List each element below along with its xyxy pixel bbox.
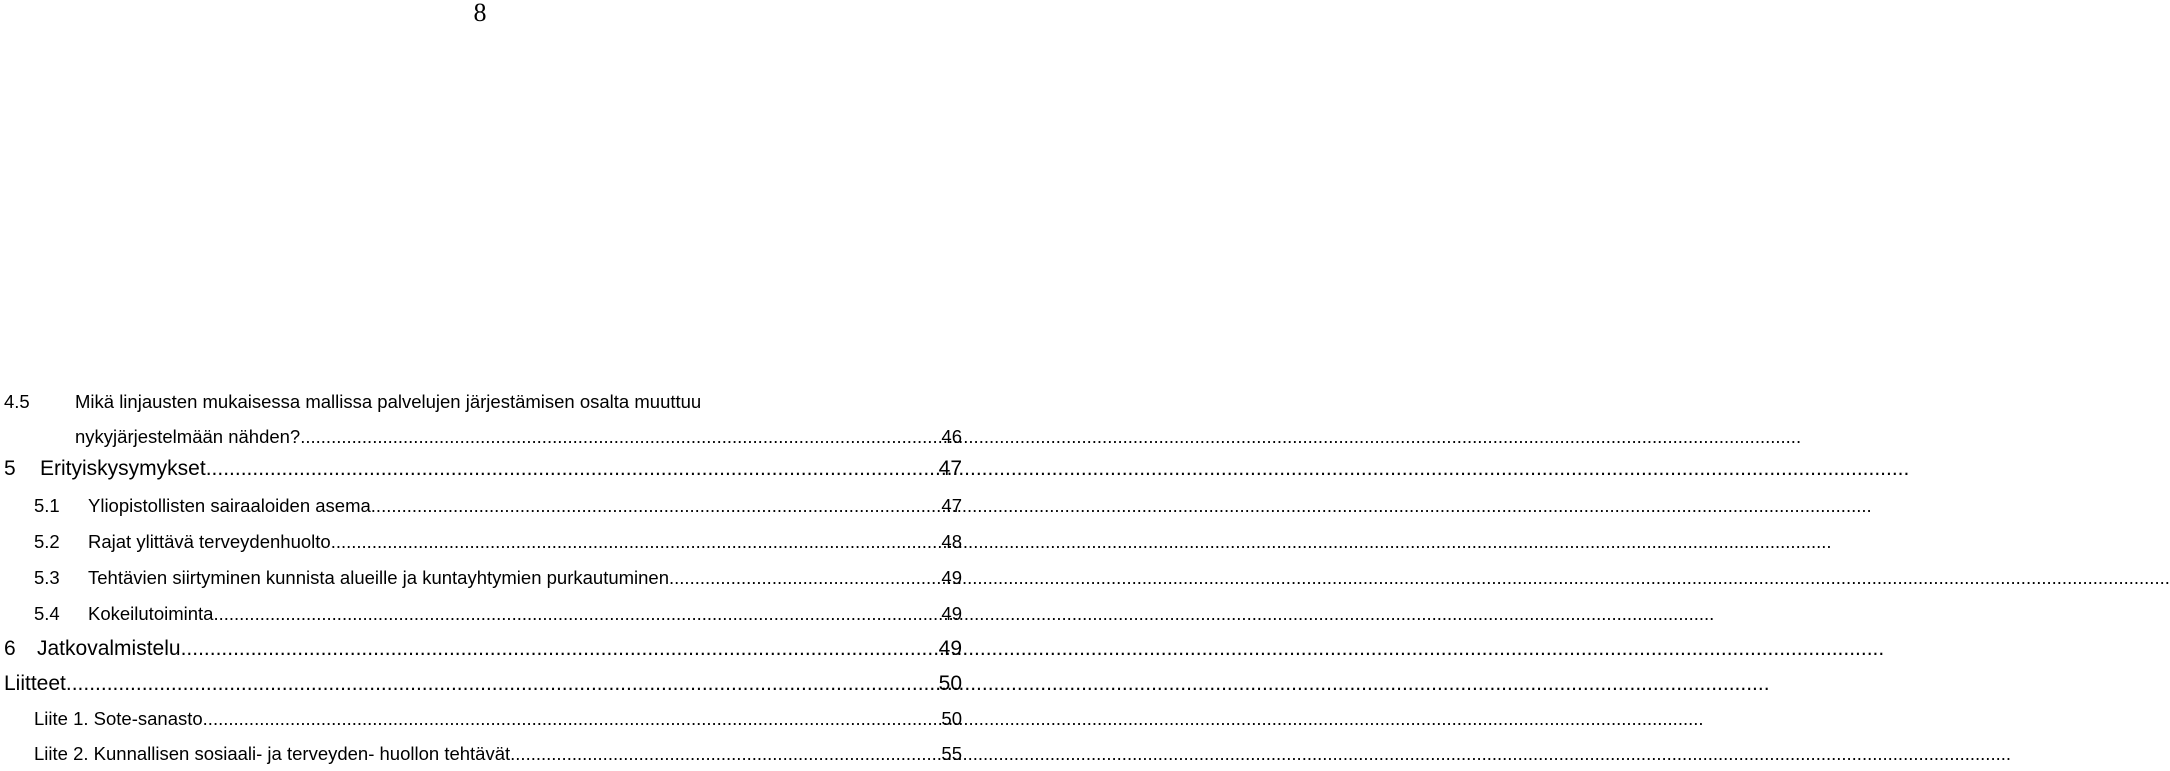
toc-entry-title: Liite 2. Kunnallisen sosiaali- ja terveyden- huollon tehtävät: [34, 743, 511, 764]
toc-entry-title: Liite 1. Sote-sanasto: [34, 708, 203, 729]
toc-entry-page: 49: [938, 637, 962, 660]
toc-entry-title: Liitteet: [4, 672, 66, 695]
toc-leader-dots: [213, 602, 941, 626]
toc-entry-page: 48: [941, 531, 962, 552]
toc-entry-page: 47: [941, 495, 962, 516]
toc-leader-dots: [181, 636, 939, 662]
toc-entry-title: Erityiskysymykset: [40, 457, 206, 480]
toc-entry-page: 55: [941, 743, 962, 764]
toc-entry-number: 5.2: [34, 531, 60, 552]
toc-leader-dots: [66, 671, 939, 697]
toc-entry-4-5[interactable]: [0, 390, 962, 414]
toc-entry-liite-1[interactable]: [0, 707, 962, 731]
toc-entry-number: 6: [4, 637, 16, 660]
toc-entry-page: 46: [941, 426, 962, 447]
toc-leader-dots: [300, 425, 941, 449]
toc-entry-5[interactable]: [0, 456, 962, 482]
toc-entry-number: 5.4: [34, 603, 60, 624]
toc-entry-title: Jatkovalmistelu: [37, 637, 181, 660]
toc-entry-5-4[interactable]: [0, 602, 962, 626]
table-of-contents: [0, 0, 960, 771]
toc-entry-5-3[interactable]: [0, 566, 962, 590]
toc-entry-liitteet[interactable]: [0, 671, 962, 697]
toc-entry-page: 50: [938, 672, 962, 695]
toc-entry-title: nykyjärjestelmään nähden?: [75, 426, 301, 447]
toc-leader-dots: [669, 566, 941, 590]
toc-leader-dots: [206, 456, 939, 482]
toc-entry-page: 50: [941, 708, 962, 729]
toc-entry-page: 49: [941, 603, 962, 624]
toc-entry-title: Yliopistollisten sairaaloiden asema: [88, 495, 371, 516]
toc-entry-number: 5.1: [34, 495, 60, 516]
toc-leader-dots: [371, 494, 942, 518]
page-number: 8: [473, 0, 487, 27]
toc-leader-dots: [331, 530, 942, 554]
toc-entry-6[interactable]: [0, 636, 962, 662]
toc-entry-number: 4.5: [4, 391, 30, 412]
toc-entry-liite-2[interactable]: [0, 742, 962, 766]
toc-entry-title: Mikä linjausten mukaisessa mallissa palvelujen järjestämisen osalta muuttuu: [75, 391, 702, 412]
toc-entry-number: 5: [4, 457, 16, 480]
toc-entry-5-1[interactable]: [0, 494, 962, 518]
toc-entry-4-5-continued[interactable]: [0, 425, 962, 449]
toc-leader-dots: [510, 742, 941, 766]
toc-leader-dots: [203, 707, 942, 731]
toc-entry-title: Tehtävien siirtyminen kunnista alueille ja kuntayhtymien purkautuminen: [88, 567, 670, 588]
toc-entry-page: 49: [941, 567, 962, 588]
toc-entry-title: Kokeilutoiminta: [88, 603, 214, 624]
toc-entry-5-2[interactable]: [0, 530, 962, 554]
toc-entry-title: Rajat ylittävä terveydenhuolto: [88, 531, 331, 552]
toc-entry-page: 47: [938, 457, 962, 480]
toc-entry-number: 5.3: [34, 567, 60, 588]
